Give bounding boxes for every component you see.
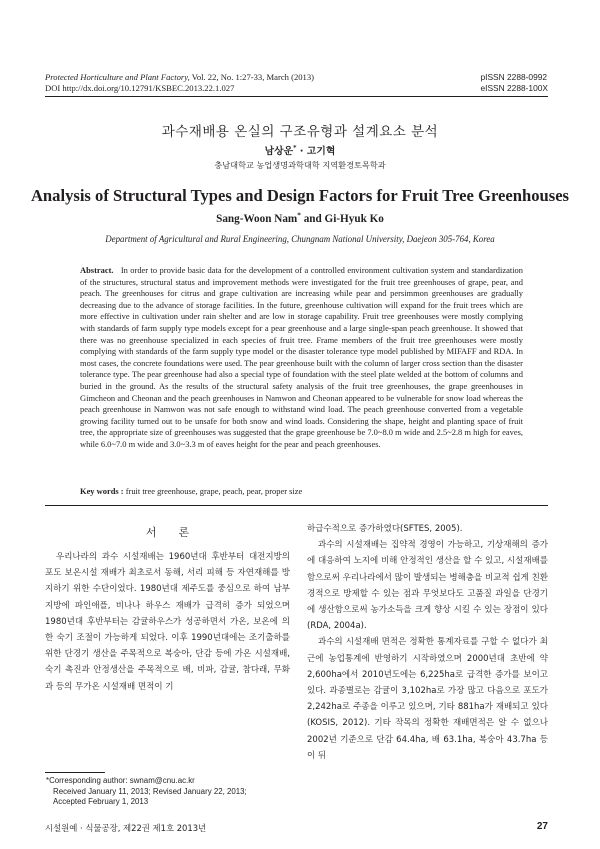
footer-journal: 시설원예 · 식물공장, 제22권 제1호 2013년 — [45, 823, 207, 833]
body-column-right — [307, 521, 548, 764]
korean-title: 과수재배용 온실의 구조유형과 설계요소 분석 — [161, 124, 439, 140]
accepted-note: Accepted February 1, 2013 — [53, 797, 149, 807]
volume-info: Vol. 22, No. 1:27-33, March (2013) — [191, 72, 315, 82]
english-author-rest: and Gi-Hyuk Ko — [300, 213, 384, 225]
korean-authors — [0, 143, 600, 157]
english-corresponding-mark: * — [297, 211, 301, 220]
abstract-label: Abstract. — [80, 265, 114, 275]
page-number: 27 — [536, 821, 548, 832]
keywords-label: Key words : — [80, 486, 124, 496]
eissn: eISSN 2288-100X — [480, 83, 548, 93]
received-note: Received January 11, 2013; Revised January 22, 2013; — [53, 786, 247, 796]
issn-block — [480, 72, 548, 94]
korean-affiliation: 충남대학교 농업생명과학대학 지역환경토목학과 — [214, 160, 386, 170]
footnotes — [46, 776, 247, 808]
english-author-1: Sang-Woon Nam — [216, 213, 298, 225]
paragraph: 하급수적으로 증가하였다(SFTES, 2005). — [307, 524, 463, 534]
doi-link[interactable]: DOI http://dx.doi.org/10.12791/KSBEC.2013.22.1.027 — [45, 83, 235, 93]
english-authors — [0, 213, 600, 225]
body-column-left — [45, 549, 290, 695]
abstract-text: In order to provide basic data for the development of a controlled environment cultivation system and standardization of the structures, structural status and improvement methods were investigated for the fruit tree greenhouses of grape, pear, and peach. The greenhouses for citrus and grape cultivation are increasing while pear and persimmon greenhouses are gradually decreasing due to the advance of storage facilities. In the future, greenhouse cultivation will expand for the fruit trees which are more effective in cultivation under rain shelter and are low in storage capability. Fruit tree greenhouses were mostly complying with standards of farm supply type models except for a pear greenhouse and a large single-span peach greenhouse. It showed that there was no greenhouse specialized in each species of fruit tree. Frame members of the fruit tree greenhouses were mostly complying with standards of the farm supply type model or the disaster tolerance type model published by MIFAFF and RDA. In most cases, the concrete foundations were used. The pear greenhouse built with the column of larger cross section than the disaster tolerance type. The pear greenhouse had also a special type of foundation with the steel plate welded at the bottom of columns and buried in the ground. As the results of the structural safety analysis of the fruit tree greenhouses, the grape greenhouses in Gimcheon and Cheonan and the peach greenhouses in Namwon and Cheonan appeared to be vulnerable for snow load whereas the peach greenhouse in Namwon was not safe enough to withstand wind load. The peach greenhouse converted from a vegetable growing facility turned out to be unsafe for both snow and wind loads. Considering the shape, height and planting space of fruit tree, the appropriate size of greenhouses was suggested that the grape greenhouse be 7.0~8.0 m wide and 2.5~2.8 m high for eaves, while 6.0~7.0 m wide and 3.0~3.3 m of eaves height for the pear and peach greenhouses. — [80, 265, 523, 449]
keywords-text: fruit tree greenhouse, grape, peach, pear, proper size — [125, 486, 303, 496]
journal-citation — [45, 72, 314, 83]
korean-author-1: 남상운 — [264, 146, 294, 157]
keywords — [80, 486, 525, 496]
paragraph: 과수의 시설재배 면적은 정확한 통계자료를 구할 수 없다가 최근에 농업통계에 반영하기 시작하였으며 2000년대 초반에 약 2,600ha에서 2010년도에는 6,225ha로 급격한 증가를 보이고 있다. 과종별로는 감귤이 3,102ha로 가장 많고 다음으로 포도가 2,242ha로 주종을 이루고 있으며, 기타 881ha가 재배되고 있다(KOSIS, 2012). 기타 작목의 정확한 재배면적은 알 수 없으나 2002년 기준으로 단감 64.4ha, 배 63.1ha, 복숭아 43.7ha 등이 뒤 — [307, 637, 548, 761]
running-header — [45, 72, 314, 94]
pissn: pISSN 2288-0992 — [480, 72, 548, 82]
abstract — [80, 265, 523, 451]
footnote-rule — [45, 772, 105, 773]
korean-author-rest: · 고기혁 — [296, 146, 336, 157]
abstract-rule — [45, 505, 548, 506]
paragraph: 과수의 시설재배는 집약적 경영이 가능하고, 기상재해의 증가에 대응하여 노지에 비해 안정적인 생산을 할 수 있고, 시설재배를 함으로써 우리나라에서 많이 발생되는 병해충을 비교적 쉽게 친환경적으로 방제할 수 있는 점과 무엇보다도 고품질 과일을 단경기에 생산함으로써 농가소득을 크게 향상 시킬 수 있는 장점이 있다(RDA, 2004a). — [307, 540, 548, 632]
english-affiliation: Department of Agricultural and Rural Engineering, Chungnam National University, Daejeon 305-764, Korea — [105, 234, 495, 244]
section-title: 서론 — [145, 526, 212, 539]
corresponding-author-note: *Corresponding author: swnam@cnu.ac.kr — [46, 776, 195, 785]
journal-name: Protected Horticulture and Plant Factory, — [45, 72, 190, 82]
paragraph: 우리나라의 과수 시설재배는 1960년대 후반부터 대전지방의 포도 보온시설 재배가 최초로서 동해, 서리 피해 등 자연재해를 방지하기 위한 수단이었다. 1980년대 제주도를 중심으로 하여 남부지방에 파인애플, 비나나 하우스 재배가 급격히 증가 되었으며 1980년대 후반부터는 감귤하우스가 성공하면서 가온, 보온에 의한 숙기 조절이 가능하게 되었다. 이후 1990년대에는 조기출하를 위한 단경기 생산을 주목적으로 복숭아, 단감 등에 가온 시설재배, 숙기 촉진과 안정생산을 주목적으로 배, 비파, 감귤, 참다래, 무화과 등의 무가온 시설재배 면적이 기 — [45, 552, 290, 692]
english-title: Analysis of Structural Types and Design Factors for Fruit Tree Greenhouses — [30, 186, 570, 205]
header-rule — [45, 96, 548, 97]
corresponding-mark: * — [293, 143, 297, 152]
